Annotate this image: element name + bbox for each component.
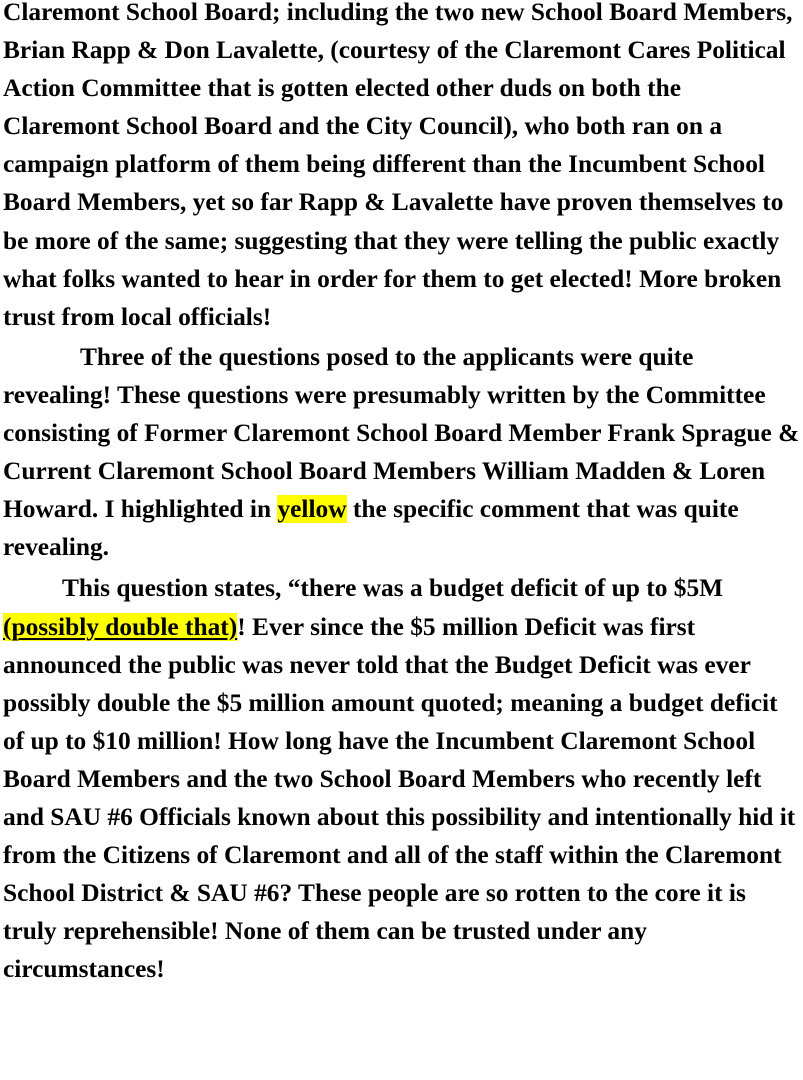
paragraph-questions-revealing [3,338,803,567]
highlighted-phrase-possibly-double: (possibly double that) [3,612,238,641]
paragraph-3-text-before: This question states, “there was a budget deficit of up to $5M [62,574,724,603]
paragraph-budget-deficit [3,569,803,988]
highlighted-word-yellow: yellow [277,495,347,524]
paragraph-school-board-members [3,0,803,336]
paragraph-2-text-before: Three of the questions posed to the applicants were quite revealing! These questions were presumably written by the Committee consisting of Former Claremont School Board Member Frank Sprague & Current Claremont School Board Members William Madden & Loren Howard. I highlighted in [3,342,800,524]
paragraph-1-text: Claremont School Board; including the two new School Board Members, Brian Rapp & Don Lavalette, (courtesy of the Claremont Cares Political Action Committee that is gotten elected other duds on both the Claremont School Board and the City Council), who both ran on a campaign platform of them being different than the Incumbent School Board Members, yet so far Rapp & Lavalette have proven themselves to be more of the same; suggesting that they were telling the public exactly what folks wanted to hear in order for them to get elected! More broken trust from local officials! [3,0,793,331]
paragraph-3-text-after: ! Ever since the $5 million Deficit was first announced the public was never told that the Budget Deficit was ever possibly double the $5 million amount quoted; meaning a budget deficit of up to $10 million! How long have the Incumbent Claremont School Board Members and the two School Board Members who recently left and SAU #6 Officials known about this possibility and intentionally hid it from the Citizens of Claremont and all of the staff within the Claremont School District & SAU #6? These people are so rotten to the core it is truly reprehensible! None of them can be trusted under any circumstances! [3,612,796,984]
paragraph-2-text-after: the specific comment that was quite revealing. [3,495,739,562]
